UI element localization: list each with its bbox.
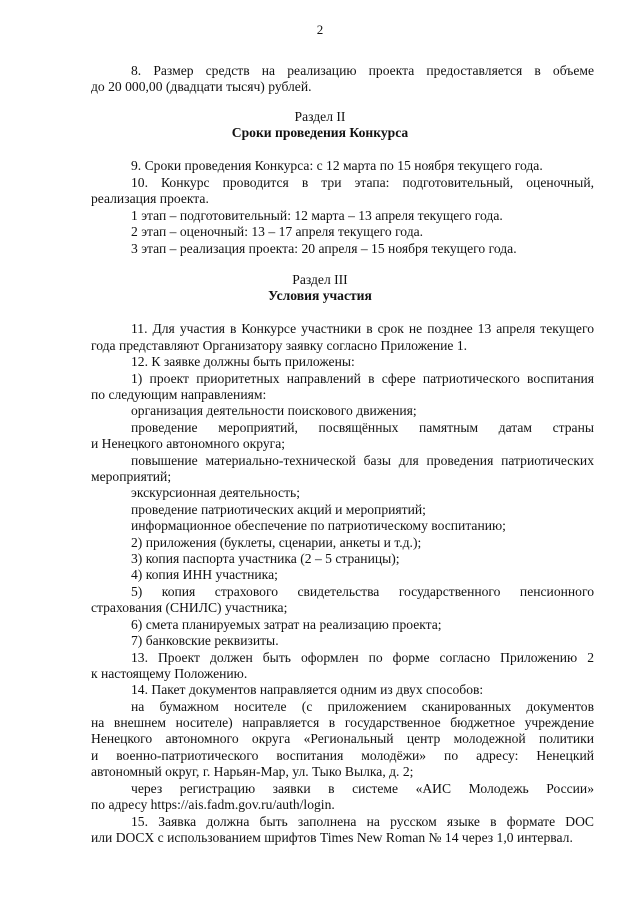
paragraph-15-line-1: 15. Заявка должна быть заполнена на русском языке в формате DOC (131, 814, 594, 829)
section-2-label: Раздел II (294, 109, 346, 124)
section-3-title: Условия участия (268, 288, 372, 303)
paragraph-8-line-1: 8. Размер средств на реализацию проекта предоставляется в объеме (131, 63, 594, 78)
paragraph-11-line-2: года представляют Организатору заявку согласно Приложение 1. (91, 338, 468, 353)
stage-1: 1 этап – подготовительный: 12 марта – 13 апреля текущего года. (131, 208, 503, 223)
direction-3-line-1: повышение материально-технической базы для проведения патриотических (131, 453, 594, 468)
paragraph-14a-line-5: автономный округ, г. Нарьян-Мар, ул. Тыко Вылка, д. 2; (91, 764, 414, 779)
direction-4: экскурсионная деятельность; (131, 485, 300, 500)
paragraph-14a-line-4: и военно-патриотического воспитания молодёжи» по адресу: Ненецкий (91, 748, 594, 763)
paragraph-14b-line-2: по адресу https://ais.fadm.gov.ru/auth/login. (91, 797, 335, 812)
direction-2-line-2: и Ненецкого автономного округа; (91, 436, 286, 451)
paragraph-14a-line-3: Ненецкого автономного округа «Региональный центр молодежной политики (91, 731, 594, 746)
direction-5: проведение патриотических акций и мероприятий; (131, 502, 426, 517)
paragraph-9: 9. Сроки проведения Конкурса: с 12 марта по 15 ноября текущего года. (131, 158, 543, 173)
attachment-6: 6) смета планируемых затрат на реализацию проекта; (131, 617, 442, 632)
direction-2-line-1: проведение мероприятий, посвящённых памятным датам страны (131, 420, 594, 435)
paragraph-14b-line-1: через регистрацию заявки в системе «АИС Молодежь России» (131, 781, 594, 796)
paragraph-14: 14. Пакет документов направляется одним из двух способов: (131, 682, 484, 697)
direction-6: информационное обеспечение по патриотическому воспитанию; (131, 518, 506, 533)
section-2-title: Сроки проведения Конкурса (231, 125, 409, 140)
paragraph-11-line-1: 11. Для участия в Конкурсе участники в срок не позднее 13 апреля текущего (131, 321, 594, 336)
attachment-3: 3) копия паспорта участника (2 – 5 страницы); (131, 551, 400, 566)
paragraph-12-1-line-1: 1) проект приоритетных направлений в сфере патриотического воспитания (131, 371, 594, 386)
paragraph-8-line-2: до 20 000,00 (двадцати тысяч) рублей. (91, 79, 312, 94)
attachment-5-line-2: страхования (СНИЛС) участника; (91, 600, 288, 615)
paragraph-15-line-2: или DOCX с использованием шрифтов Times New Roman № 14 через 1,0 интервал. (91, 830, 573, 845)
attachment-7: 7) банковские реквизиты. (131, 633, 279, 648)
stage-3: 3 этап – реализация проекта: 20 апреля – 15 ноября текущего года. (131, 241, 517, 256)
page-number: 2 (316, 22, 324, 37)
paragraph-12: 12. К заявке должны быть приложены: (131, 354, 355, 369)
attachment-4: 4) копия ИНН участника; (131, 567, 278, 582)
direction-1: организация деятельности поискового движения; (131, 403, 417, 418)
stage-2: 2 этап – оценочный: 13 – 17 апреля текущего года. (131, 224, 424, 239)
direction-3-line-2: мероприятий; (91, 469, 172, 484)
paragraph-14a-line-1: на бумажном носителе (с приложением сканированных документов (131, 699, 594, 714)
section-3-label: Раздел III (292, 272, 348, 287)
paragraph-10-line-2: реализация проекта. (91, 191, 209, 206)
attachment-5-line-1: 5) копия страхового свидетельства государственного пенсионного (131, 584, 594, 599)
paragraph-14a-line-2: на внешнем носителе) направляется в государственное бюджетное учреждение (91, 715, 594, 730)
paragraph-12-1-line-2: по следующим направлениям: (91, 387, 267, 402)
paragraph-13-line-1: 13. Проект должен быть оформлен по форме согласно Приложению 2 (131, 650, 594, 665)
paragraph-10-line-1: 10. Конкурс проводится в три этапа: подготовительный, оценочный, (131, 175, 594, 190)
attachment-2: 2) приложения (буклеты, сценарии, анкеты и т.д.); (131, 535, 422, 550)
paragraph-13-line-2: к настоящему Положению. (91, 666, 248, 681)
